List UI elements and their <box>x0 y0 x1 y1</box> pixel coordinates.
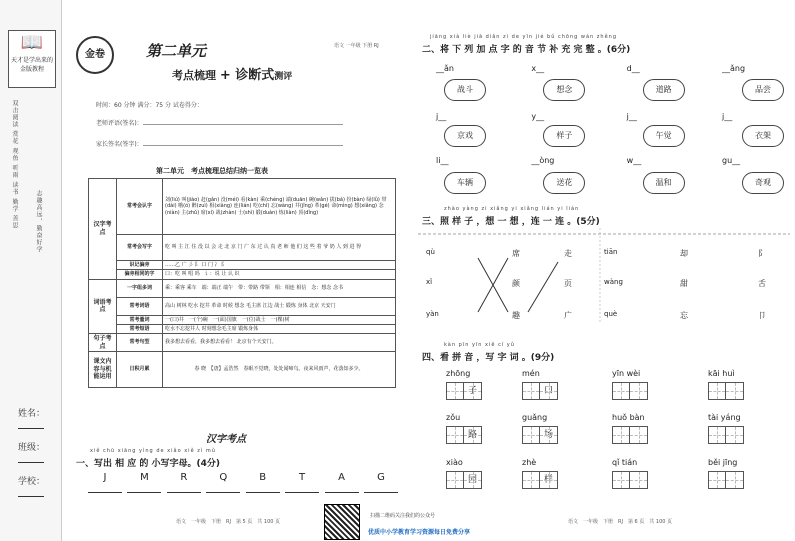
q2-title: 二、将 下 列 加 点 字 的 音 节 补 充 完 整 。(6分) <box>422 45 631 55</box>
word-cloud: 衣架 <box>742 125 784 147</box>
syllable-blank[interactable]: w__ <box>626 156 642 165</box>
sidebar-verse: 双击阅读 赏花 观鱼 听雨 读书 勤学 善思 <box>11 100 18 230</box>
letter-row <box>88 472 398 493</box>
school-label: 学校： <box>18 477 46 487</box>
match-pinyin: xǐ <box>426 278 433 286</box>
match-char[interactable]: 趣 <box>512 311 520 320</box>
tianzige-grid[interactable]: 口 <box>522 382 558 400</box>
letter-item[interactable]: A <box>325 472 359 493</box>
right-page <box>418 0 790 541</box>
match-radical[interactable]: 卩 <box>758 311 766 320</box>
word-cloud: 样子 <box>543 125 585 147</box>
cloud-row <box>444 79 784 101</box>
letter-item[interactable]: T <box>285 472 319 493</box>
word-pinyin: zhōng <box>446 369 471 378</box>
table-row <box>89 279 396 297</box>
word-pinyin: tài yáng <box>708 413 741 422</box>
tianzige-grid[interactable] <box>708 426 744 444</box>
blank-row <box>436 156 786 165</box>
binding-sidebar <box>0 0 62 541</box>
table-row <box>89 334 396 352</box>
tianzige-grid[interactable] <box>612 471 648 489</box>
sidebar-brand: 金版教程 <box>19 66 44 73</box>
subcategory-cell: 常考会写字 <box>117 235 163 261</box>
word-pinyin: xiào <box>446 458 463 467</box>
subcategory-cell: 常考会认字 <box>117 179 163 235</box>
word-pinyin: kāi huì <box>708 369 735 378</box>
subcategory-cell: 识记偏旁 <box>117 261 163 270</box>
category-cell: 句子考点 <box>89 334 117 352</box>
table-row <box>89 297 396 315</box>
content-cell: 吃 叫 主 江 住 没 以 会 走 北 京 门 广 东 过 认 真 老 师 他 们 这 些 着 爷 奶 人 到 进 得 <box>163 235 396 261</box>
word-cloud: 奇观 <box>742 172 784 194</box>
word-pinyin: huǒ bàn <box>612 413 645 422</box>
subcategory-cell: 常考量词 <box>117 315 163 324</box>
promo-text[interactable]: 优质中小学教育学习资源每日免费分享 <box>368 529 471 536</box>
syllable-blank[interactable]: li__ <box>436 156 449 165</box>
content-cell: 春 晓 【唐】孟浩然 春眠不觉晓，处处闻啼鸟。夜来风雨声，花落知多少。 <box>163 352 396 388</box>
subcategory-cell: 偏旁相同的字 <box>117 270 163 279</box>
subcategory-cell: 常考词语 <box>117 297 163 315</box>
letter-item[interactable]: B <box>246 472 280 493</box>
match-char[interactable]: 忘 <box>680 311 688 320</box>
syllable-blank[interactable]: j__ <box>626 112 637 121</box>
match-pinyin: wàng <box>604 278 623 286</box>
match-radical[interactable]: 阝 <box>758 249 766 258</box>
unit-banner <box>76 36 396 84</box>
class-label: 班级： <box>18 443 46 453</box>
unit-title: 第二单元 <box>146 42 207 60</box>
match-pinyin: yàn <box>426 310 439 318</box>
match-radical[interactable]: 舌 <box>758 279 766 288</box>
table-row <box>89 235 396 261</box>
subcategory-cell: 常考短语 <box>117 324 163 333</box>
tianzige-grid[interactable] <box>708 382 744 400</box>
word-pinyin: zǒu <box>446 413 461 422</box>
word-cloud: 送花 <box>543 172 585 194</box>
word-pinyin: mén <box>522 369 540 378</box>
letter-item[interactable]: R <box>167 472 201 493</box>
right-footer: 语文 一年级 下册 RJ 第 6 页 共 100 页 <box>568 519 673 525</box>
tianzige-grid[interactable] <box>612 382 648 400</box>
tianzige-grid[interactable]: 园 <box>446 471 482 489</box>
content-cell: 乘：乘客 乘车 端：端正 端午 带：带路 带领 相：相连 相信 念：想念 念书 <box>163 279 396 297</box>
blank-row <box>436 64 786 73</box>
tianzige-grid[interactable]: 场 <box>522 426 558 444</box>
section-tag: 汉字考点 <box>206 434 246 445</box>
category-cell: 课文内容与机能运用 <box>89 352 117 388</box>
parent-sign-field[interactable]: 家长签名(签字)： <box>96 139 343 148</box>
promo-scan-text: 扫描二维码关注我们的公众号 <box>370 513 436 519</box>
q4-title: 四、看 拼 音 ，写 字 词 。(9分) <box>422 353 555 363</box>
q1-title: 一、写出 相 应 的 小写字母。(4分) <box>76 459 221 469</box>
book-icon: 📖 <box>20 32 44 53</box>
table-row <box>89 315 396 324</box>
match-pinyin: tiān <box>604 248 618 256</box>
syllable-blank[interactable]: d__ <box>626 64 640 73</box>
content-cell: 一(口)井 一(个)碗 一(面)国旗 一(位)战士 一(棵)树 <box>163 315 396 324</box>
content-cell: 刘(liú) 叫(jiào) 赶(gǎn) 没(méi) 看(kàn) 乘(chéng) 端(duān) 碗(wǎn) 拔(bá) 扮(bàn) 绿(lǜ) 带(dài) 哦(ó) 醉(zuì) 相(xiàng) 连(lián) 吃(chī) 忘(wàng) 井(jǐng) 革(gé) 命(mìng) 想(xiǎng) 念(niàn) 主(zhǔ) 席(xí) 战(zhàn) 士(shì) 锻(duàn) 炼(liàn) 顶(dǐng) <box>163 179 396 235</box>
name-field[interactable] <box>18 406 61 429</box>
q1-pinyin: xiě chū xiāng yìng de xiǎo xiě zì mǔ <box>90 448 216 454</box>
table-row <box>89 324 396 333</box>
name-label: 姓名： <box>18 409 46 419</box>
letter-item[interactable]: Q <box>206 472 240 493</box>
subcategory-cell: 日积月累 <box>117 352 163 388</box>
syllable-blank[interactable]: __ǎn <box>436 64 454 73</box>
qr-code-icon[interactable] <box>324 504 360 540</box>
category-cell: 词语考点 <box>89 279 117 334</box>
unit-subtitle: 考点梳理 + 诊断式测评 <box>172 68 293 83</box>
letter-item[interactable]: M <box>127 472 161 493</box>
q4-pinyin: kàn pīn yīn xiě cí yǔ <box>444 342 515 348</box>
content-cell: 高山 树林 吃水 挖井 革命 时候 想念 毛主席 江边 战士 锻炼 身体 北京 天安门 <box>163 297 396 315</box>
tianzige-grid[interactable]: 子 <box>446 382 482 400</box>
left-footer: 语文 一年级 下册 RJ 第 5 页 共 100 页 <box>176 519 281 525</box>
class-field[interactable] <box>18 440 61 463</box>
word-pinyin: zhè <box>522 458 537 467</box>
word-pinyin: guǎng <box>522 413 548 422</box>
match-radical[interactable]: 走 <box>564 249 572 258</box>
letter-item[interactable]: J <box>88 472 122 493</box>
syllable-blank[interactable]: y__ <box>531 112 545 121</box>
time-line: 时间：60 分钟 满分：75 分 试卷得分： <box>96 102 203 109</box>
sidebar-tip: 志趣高远，勤奋好学 <box>35 190 42 253</box>
match-char[interactable]: 甜 <box>680 279 688 288</box>
q3-pinyin: zhào yàng zi xiǎng yi xiǎng lián yi lián <box>444 206 580 212</box>
teacher-comment-field[interactable]: 老师评语(签名)： <box>96 118 343 127</box>
syllable-blank[interactable]: __ǎng <box>721 64 746 73</box>
word-cloud: 京戏 <box>444 125 486 147</box>
brand-logo <box>8 30 56 88</box>
q3-title: 三、照 样 子 ，想 一 想 ，连 一 连 。(5分) <box>422 217 600 227</box>
tianzige-grid[interactable]: 路 <box>446 426 482 444</box>
match-radical[interactable]: 广 <box>564 311 572 320</box>
word-cloud: 午觉 <box>643 125 685 147</box>
summary-table <box>88 178 396 388</box>
content-cell: 我多想去看看，我多想去看看！ 北京有个天安门。 <box>163 334 396 352</box>
blank-row <box>436 112 786 121</box>
tianzige-grid[interactable] <box>612 426 648 444</box>
category-cell: 汉字考点 <box>89 179 117 280</box>
content-cell: ……乙 广 彡 阝 口 门 冫 阝 <box>163 261 396 270</box>
left-page <box>66 0 401 541</box>
syllable-blank[interactable]: j__ <box>721 112 733 121</box>
table-row <box>89 352 396 388</box>
cloud-row <box>444 125 784 147</box>
content-cell: 口：吃 叫 唱 吗 讠：说 让 认 识 <box>163 270 396 279</box>
sidebar-slogan: 天才是学出来的 <box>10 57 53 64</box>
syllable-blank[interactable]: gu__ <box>721 156 741 165</box>
table-row <box>89 179 396 235</box>
match-char[interactable]: 席 <box>512 249 520 258</box>
match-radical[interactable]: 页 <box>564 279 572 288</box>
q2-pinyin: jiāng xià liè jiā diǎn zì de yīn jié bǔ chōng wán zhěng <box>430 34 617 40</box>
table-row <box>89 270 396 279</box>
match-char[interactable]: 颜 <box>512 279 520 288</box>
subcategory-cell: 一字组多词 <box>117 279 163 297</box>
word-cloud: 车辆 <box>444 172 486 194</box>
school-field[interactable] <box>18 474 61 497</box>
syllable-blank[interactable]: __òng <box>531 156 555 165</box>
cloud-row <box>444 172 784 194</box>
syllable-blank[interactable]: x__ <box>531 64 545 73</box>
tianzige-grid[interactable] <box>708 471 744 489</box>
word-cloud: 想念 <box>543 79 585 101</box>
word-pinyin: běi jīng <box>708 458 738 467</box>
table-title: 第二单元 考点梳理总结归纳一览表 <box>156 167 268 175</box>
subcategory-cell: 常考句型 <box>117 334 163 352</box>
word-pinyin: yīn wèi <box>612 369 641 378</box>
word-cloud: 品尝 <box>742 79 784 101</box>
word-cloud: 战斗 <box>444 79 486 101</box>
word-cloud: 温和 <box>643 172 685 194</box>
word-pinyin: qǐ tián <box>612 458 638 467</box>
letter-item[interactable]: G <box>364 472 398 493</box>
content-cell: 吃水不忘挖井人 时刻想念毛主席 锻炼身体 <box>163 324 396 333</box>
unit-meta: 语文 一年级 下册 RJ <box>334 43 379 49</box>
series-logo: 金卷 <box>76 36 114 74</box>
match-char[interactable]: 却 <box>680 249 688 258</box>
word-cloud: 道路 <box>643 79 685 101</box>
table-row <box>89 261 396 270</box>
syllable-blank[interactable]: j__ <box>436 112 447 121</box>
match-pinyin: qù <box>426 248 435 256</box>
match-pinyin: què <box>604 310 618 318</box>
tianzige-grid[interactable]: 样 <box>522 471 558 489</box>
